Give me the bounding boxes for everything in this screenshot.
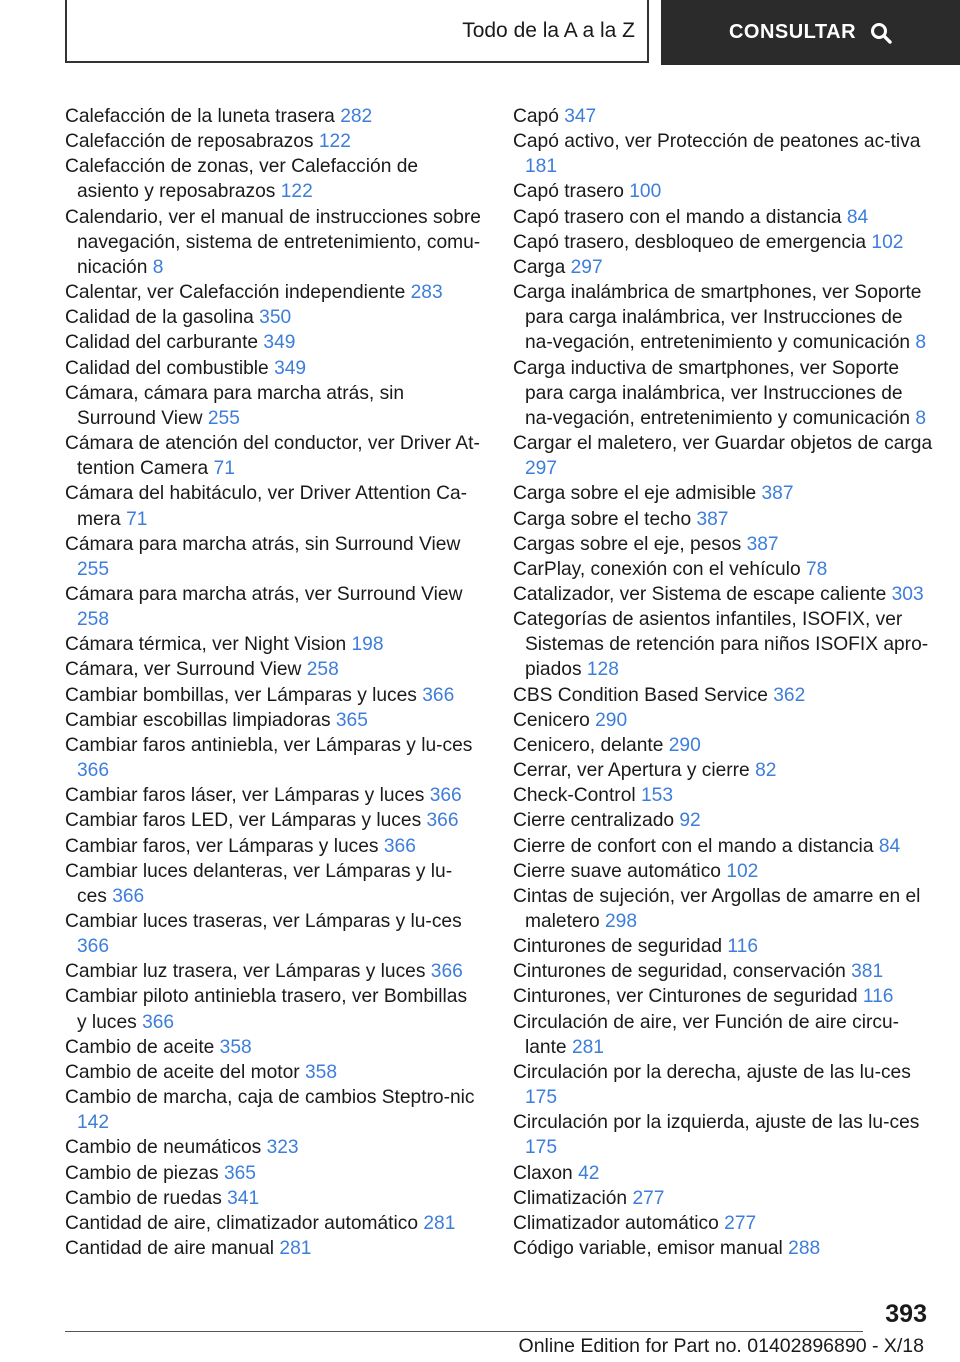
entry-text: Cámara para marcha atrás, ver Surround View [65, 583, 463, 605]
index-entry [65, 1135, 481, 1160]
consult-label: CONSULTAR [728, 21, 857, 43]
index-entry [513, 959, 933, 984]
entry-text: Claxon [513, 1162, 573, 1184]
entry-text: Cierre centralizado [513, 810, 675, 832]
entry-text: CBS Condition Based Service [513, 684, 768, 706]
index-entry [65, 1161, 481, 1186]
page-link[interactable]: 366 [142, 1011, 175, 1033]
index-entry [513, 733, 933, 758]
index-entry [513, 356, 933, 431]
page-link[interactable]: 303 [891, 583, 924, 605]
index-entry [513, 884, 933, 934]
footer-edition: Online Edition for Part no. 01402896890 - X/18 [518, 1335, 924, 1357]
entry-text: Cambiar luces delanteras, ver Lámparas y lu‐ces [65, 860, 453, 907]
index-entry [65, 783, 481, 808]
page-link[interactable]: 71 [126, 508, 148, 530]
entry-text: Cierre suave automático [513, 860, 721, 882]
page-link[interactable]: 366 [429, 785, 462, 807]
page-link[interactable]: 349 [263, 332, 296, 354]
index-entry [513, 808, 933, 833]
entry-text: Calidad del carburante [65, 332, 259, 354]
page-link[interactable]: 387 [761, 483, 794, 505]
entry-text: Cámara, ver Surround View [65, 659, 302, 681]
page-link[interactable]: 365 [335, 709, 368, 731]
entry-text: Capó trasero con el mando a distancia [513, 206, 842, 228]
index-entry [65, 154, 481, 204]
page-link[interactable]: 297 [570, 256, 603, 278]
entry-text: Cambio de neumáticos [65, 1137, 262, 1159]
page-link[interactable]: 365 [223, 1162, 256, 1184]
entry-text: Capó activo, ver Protección de peatones ac‐tiva [513, 131, 921, 153]
index-entry [513, 557, 933, 582]
page-link[interactable]: 102 [871, 231, 904, 253]
index-entry [65, 356, 481, 381]
index-entry [513, 1110, 933, 1160]
entry-text: Capó [513, 106, 559, 127]
consult-button[interactable] [661, 0, 960, 65]
index-entry [513, 104, 933, 129]
index-entry [513, 1236, 933, 1261]
index-entry [65, 1236, 481, 1261]
page-link[interactable]: 153 [640, 785, 673, 807]
entry-text: Cambio de marcha, caja de cambios Steptro‐nic [65, 1087, 475, 1109]
entry-text: Cantidad de aire manual [65, 1238, 275, 1260]
page-link[interactable]: 362 [773, 684, 806, 706]
index-entry [513, 481, 933, 506]
entry-text: Cámara para marcha atrás, sin Surround View [65, 533, 461, 555]
page-link[interactable]: 175 [525, 1137, 558, 1159]
entry-text: Cinturones de seguridad [513, 936, 723, 958]
page-link[interactable]: 128 [586, 659, 619, 681]
page-link[interactable]: 282 [340, 106, 373, 127]
index-entry [65, 129, 481, 154]
page-link[interactable]: 347 [564, 106, 597, 127]
index-entry [65, 431, 481, 481]
index-column-left [65, 104, 481, 1261]
page-link[interactable]: 281 [279, 1238, 312, 1260]
entry-text: Categorías de asientos infantiles, ISOFIX, ver Sistemas de retención para niños ISOFIX apro‐piados [513, 609, 929, 681]
page-link[interactable]: 288 [788, 1238, 821, 1260]
entry-text: Carga [513, 256, 566, 278]
entry-text: Cargas sobre el eje, pesos [513, 533, 742, 555]
entry-text: Cambio de piezas [65, 1162, 219, 1184]
index-entry [65, 733, 481, 783]
page-link[interactable]: 102 [726, 860, 759, 882]
page-link[interactable]: 366 [77, 936, 110, 958]
entry-text: Capó trasero [513, 181, 624, 203]
index-entry [65, 330, 481, 355]
page-link[interactable]: 323 [266, 1137, 299, 1159]
entry-text: Carga sobre el eje admisible [513, 483, 757, 505]
page-link[interactable]: 8 [152, 256, 164, 278]
entry-text: Calefacción de zonas, ver Calefacción de asiento y reposabrazos [65, 156, 419, 203]
index-entry [513, 1211, 933, 1236]
entry-text: Check-Control [513, 785, 636, 807]
index-entry [65, 1060, 481, 1085]
section-tab[interactable] [65, 0, 649, 63]
entry-text: Cenicero, delante [513, 734, 664, 756]
index-entry [65, 834, 481, 859]
page-link[interactable]: 358 [219, 1036, 252, 1058]
index-entry [513, 758, 933, 783]
page-link[interactable]: 258 [306, 659, 339, 681]
index-entry [513, 859, 933, 884]
entry-text: Circulación por la derecha, ajuste de las lu‐ces [513, 1061, 911, 1083]
page-link[interactable]: 366 [426, 810, 459, 832]
entry-text: CarPlay, conexión con el vehículo [513, 558, 801, 580]
index-entry [65, 1035, 481, 1060]
index-entry [65, 532, 481, 582]
page-link[interactable]: 341 [227, 1187, 260, 1209]
entry-text: Circulación de aire, ver Función de aire circu‐lante [513, 1011, 900, 1058]
page-link[interactable]: 258 [77, 609, 110, 631]
page-link[interactable]: 366 [422, 684, 455, 706]
index-entry [513, 708, 933, 733]
page-link[interactable]: 358 [304, 1061, 337, 1083]
page-link[interactable]: 122 [318, 131, 351, 153]
page-link[interactable]: 84 [846, 206, 869, 228]
index-entry [65, 381, 481, 431]
page-link[interactable]: 366 [383, 835, 416, 857]
page-link[interactable]: 175 [525, 1087, 558, 1109]
entry-text: Cambiar luces traseras, ver Lámparas y lu‐ces [65, 911, 462, 932]
index-entry [65, 683, 481, 708]
index-entry [513, 984, 933, 1009]
index-column-right [513, 104, 933, 1261]
index-entry [513, 1186, 933, 1211]
index-entry [513, 1161, 933, 1186]
section-title: Todo de la A a la Z [462, 18, 635, 42]
entry-text: Carga inductiva de smartphones, ver Soporte para carga inalámbrica, ver Instrucciones de na‐vegación, entretenimiento y comunicación [513, 357, 911, 429]
entry-text: Cambiar faros antiniebla, ver Lámparas y lu‐ces [65, 734, 473, 756]
index-entry [513, 1010, 933, 1060]
footer-divider [65, 1331, 863, 1332]
top-navigation [65, 0, 960, 65]
page-link[interactable]: 8 [915, 332, 927, 354]
index-entry [65, 1211, 481, 1236]
page-link[interactable]: 277 [632, 1187, 665, 1209]
page-link[interactable]: 349 [274, 357, 307, 379]
entry-text: Cámara de atención del conductor, ver Driver At‐tention Camera [65, 433, 480, 480]
page-link[interactable]: 255 [207, 407, 240, 429]
index-entry [513, 834, 933, 859]
entry-text: Catalizador, ver Sistema de escape caliente [513, 583, 887, 605]
entry-text: Cambiar faros LED, ver Lámparas y luces [65, 810, 422, 832]
index-entry [513, 1060, 933, 1110]
page-link[interactable]: 366 [112, 885, 145, 907]
entry-text: Cambiar luz trasera, ver Lámparas y luces [65, 961, 426, 983]
entry-text: Carga inalámbrica de smartphones, ver Soporte para carga inalámbrica, ver Instrucciones de na‐vegación, entretenimiento y comunicación [513, 282, 922, 354]
entry-text: Cenicero [513, 709, 590, 731]
page-link[interactable]: 290 [595, 709, 628, 731]
page-link[interactable]: 387 [746, 533, 779, 555]
entry-text: Cierre de confort con el mando a distancia [513, 835, 874, 857]
page-link[interactable]: 255 [77, 558, 110, 580]
entry-text: Calefacción de la luneta trasera [65, 106, 335, 127]
page-link[interactable]: 8 [915, 407, 927, 429]
entry-text: Cambiar faros, ver Lámparas y luces [65, 835, 379, 857]
entry-text: Calidad de la gasolina [65, 307, 254, 329]
entry-text: Climatizador automático [513, 1212, 719, 1234]
entry-text: Cambiar escobillas limpiadoras [65, 709, 331, 731]
entry-text: Cámara del habitáculo, ver Driver Attention Ca‐mera [65, 483, 468, 530]
entry-text: Calendario, ver el manual de instrucciones sobre navegación, sistema de entretenimiento, comu‐nicación [65, 206, 481, 278]
index-entry [513, 934, 933, 959]
index-entry [513, 230, 933, 255]
index-entry [65, 280, 481, 305]
index-entry [513, 532, 933, 557]
index-entry [65, 1085, 481, 1135]
entry-text: Capó trasero, desbloqueo de emergencia [513, 231, 867, 253]
index-entry [513, 683, 933, 708]
index-entry [65, 909, 481, 959]
page-link[interactable]: 78 [805, 558, 828, 580]
page-link[interactable]: 100 [629, 181, 662, 203]
entry-text: Calefacción de reposabrazos [65, 131, 314, 153]
index-entry [65, 708, 481, 733]
page-link[interactable]: 283 [410, 282, 443, 304]
page-link[interactable]: 181 [525, 156, 558, 178]
entry-text: Calidad del combustible [65, 357, 269, 379]
index-entry [513, 783, 933, 808]
page-link[interactable]: 366 [77, 760, 110, 782]
index-entry [513, 179, 933, 204]
page-link[interactable]: 142 [77, 1112, 110, 1134]
index-entry [65, 582, 481, 632]
entry-text: Circulación por la izquierda, ajuste de las lu‐ces [513, 1112, 920, 1134]
entry-text: Cantidad de aire, climatizador automático [65, 1212, 419, 1234]
index-entry [65, 205, 481, 280]
entry-text: Cerrar, ver Apertura y cierre [513, 760, 750, 782]
index-entry [65, 959, 481, 984]
entry-text: Cambio de ruedas [65, 1187, 222, 1209]
entry-text: Cambiar bombillas, ver Lámparas y luces [65, 684, 417, 706]
page-link[interactable]: 116 [862, 986, 894, 1008]
index-entry [513, 431, 933, 481]
page-link[interactable]: 116 [727, 936, 759, 958]
index-entry [513, 582, 933, 607]
index-entry [65, 657, 481, 682]
page-link[interactable]: 122 [280, 181, 313, 203]
page-link[interactable]: 350 [259, 307, 292, 329]
page-link[interactable]: 290 [668, 734, 701, 756]
entry-text: Cintas de sujeción, ver Argollas de amarre en el maletero [513, 885, 921, 932]
index-entry [513, 129, 933, 179]
index-entry [65, 305, 481, 330]
entry-text: Climatización [513, 1187, 628, 1209]
entry-text: Cargar el maletero, ver Guardar objetos de carga [513, 433, 933, 455]
index-entry [65, 1186, 481, 1211]
entry-text: Cambio de aceite del motor [65, 1061, 300, 1083]
page-link[interactable]: 92 [679, 810, 701, 832]
page-number: 393 [885, 1300, 927, 1328]
entry-text: Cámara térmica, ver Night Vision [65, 634, 347, 656]
entry-text: Cinturones de seguridad, conservación [513, 961, 846, 983]
page-link[interactable]: 387 [696, 508, 729, 530]
page-link[interactable]: 198 [351, 634, 384, 656]
index-entry [513, 507, 933, 532]
entry-text: Código variable, emisor manual [513, 1238, 783, 1260]
index-entry [513, 255, 933, 280]
index-entry [65, 104, 481, 129]
page-link[interactable]: 42 [578, 1162, 600, 1184]
entry-text: Cámara, cámara para marcha atrás, sin Surround View [65, 382, 405, 429]
entry-text: Cambiar faros láser, ver Lámparas y luces [65, 785, 425, 807]
page-link[interactable]: 281 [423, 1212, 456, 1234]
index-entry [65, 632, 481, 657]
page-link[interactable]: 82 [755, 760, 777, 782]
index-entry [65, 859, 481, 909]
index-entry [513, 607, 933, 682]
index-entry [513, 280, 933, 355]
page-link[interactable]: 84 [878, 835, 901, 857]
search-icon [870, 22, 892, 44]
entry-text: Calentar, ver Calefacción independiente [65, 282, 406, 304]
entry-text: Cambio de aceite [65, 1036, 215, 1058]
page-link[interactable]: 366 [430, 961, 463, 983]
entry-text: Cambiar piloto antiniebla trasero, ver Bombillas y luces [65, 986, 468, 1033]
page-link[interactable]: 381 [851, 961, 884, 983]
index-entry [65, 808, 481, 833]
index-entry [65, 481, 481, 531]
page-link[interactable]: 71 [213, 458, 235, 480]
index-entry [65, 984, 481, 1034]
page-link[interactable]: 297 [525, 458, 558, 480]
entry-text: Cinturones, ver Cinturones de seguridad [513, 986, 858, 1008]
page-link[interactable]: 298 [605, 911, 638, 932]
page-link[interactable]: 277 [724, 1212, 757, 1234]
entry-text: Carga sobre el techo [513, 508, 692, 530]
page-link[interactable]: 281 [571, 1036, 604, 1058]
index-entry [513, 205, 933, 230]
